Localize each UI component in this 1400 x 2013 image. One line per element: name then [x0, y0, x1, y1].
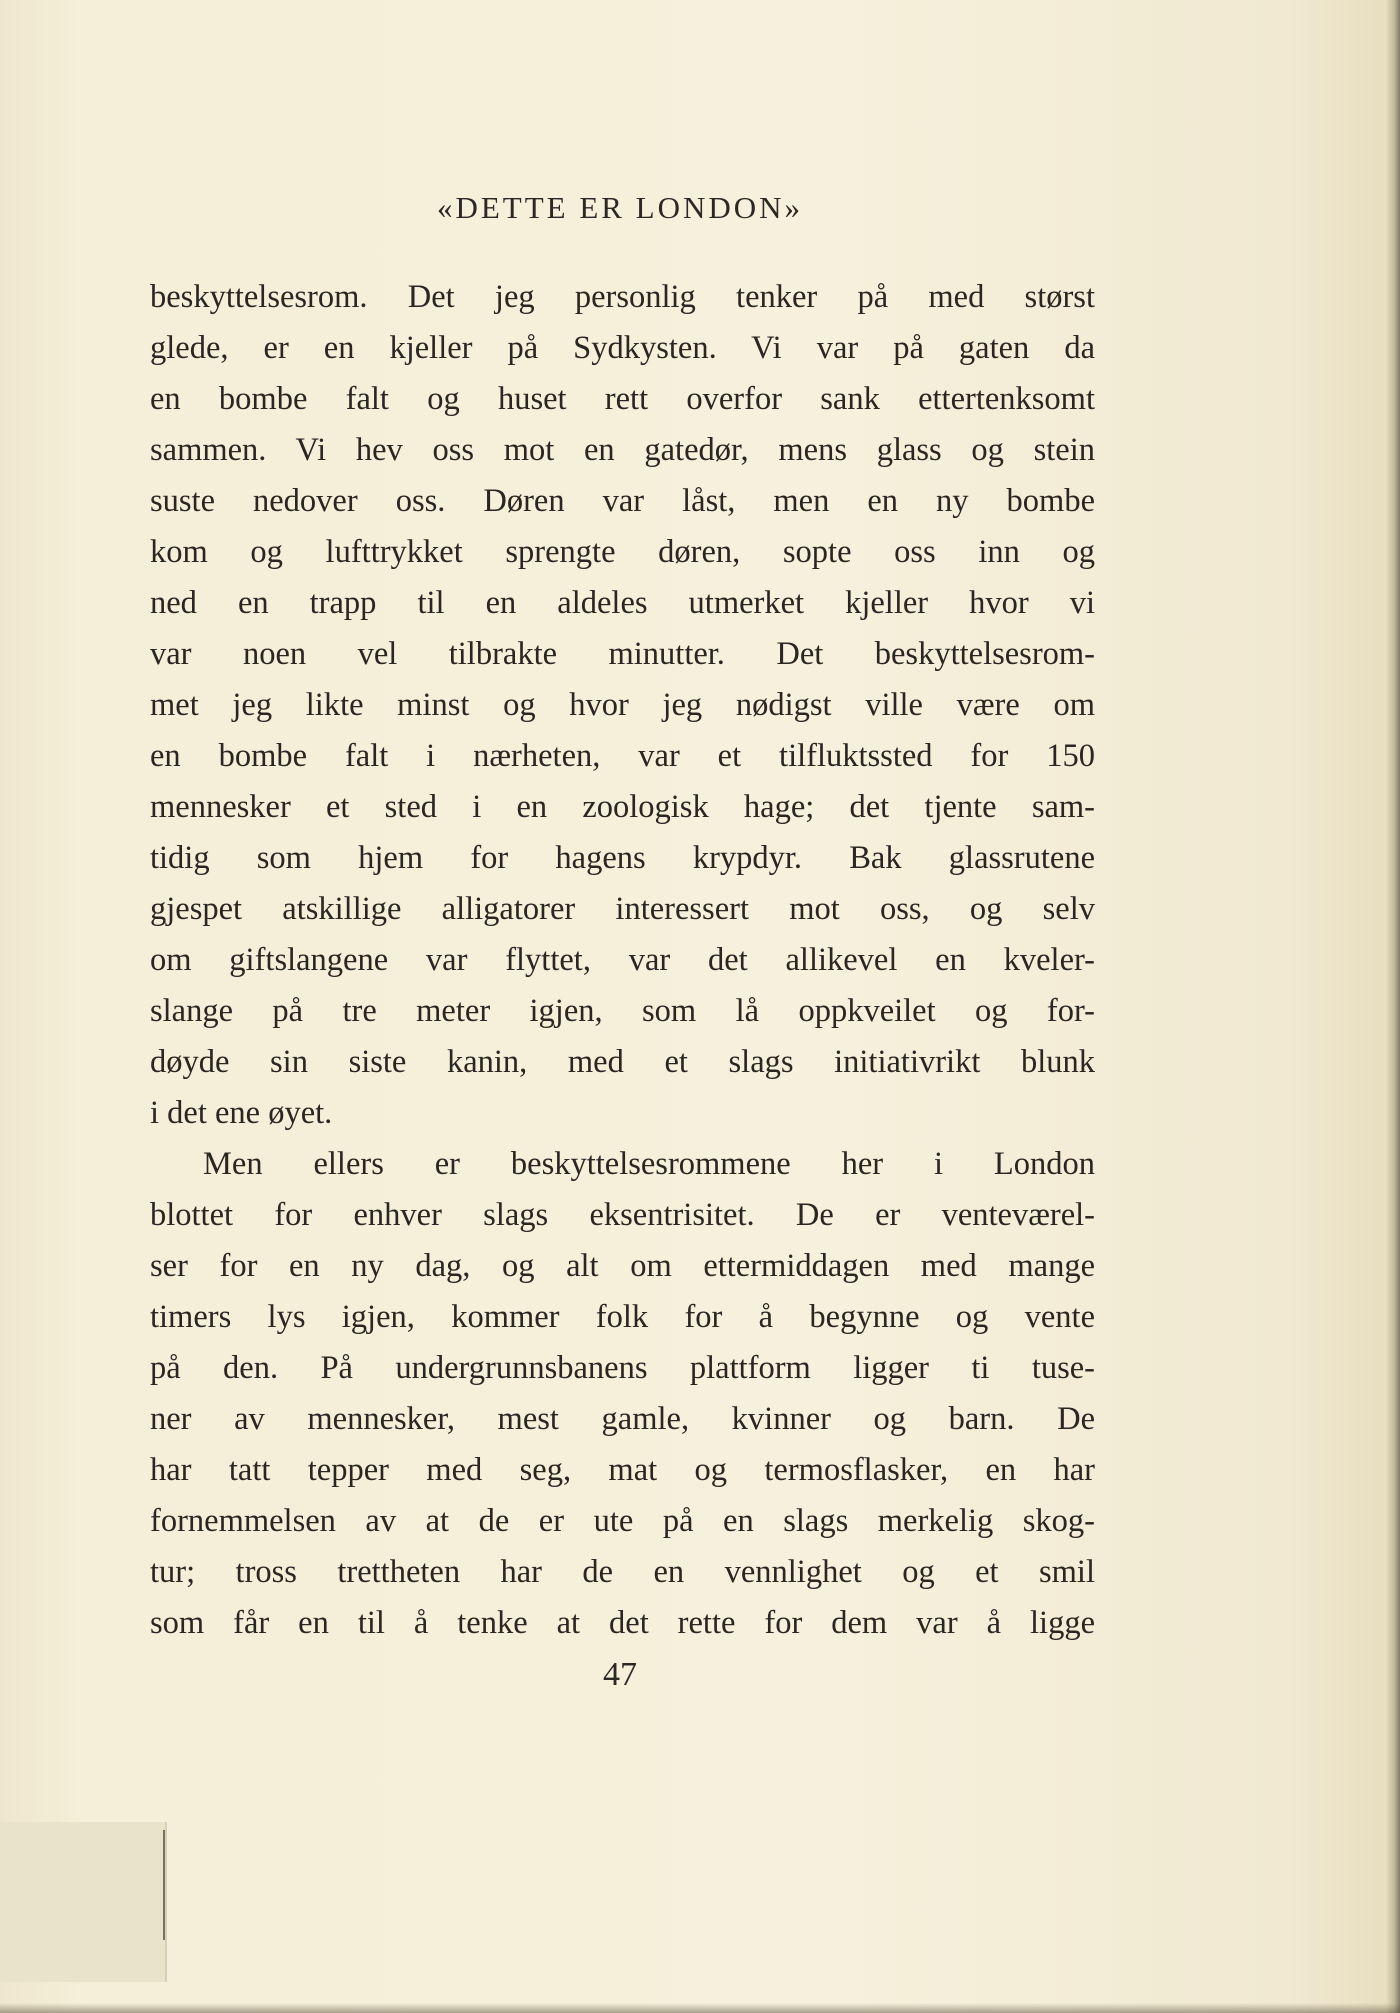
running-head: «DETTE ER LONDON»: [436, 190, 804, 225]
page-number: 47: [603, 1656, 637, 1693]
text-line: en bombe falt og huset rett overfor sank ettertenksomt: [150, 381, 1095, 417]
label-edge: [163, 1830, 165, 1940]
body-text: [150, 272, 1095, 1649]
text-line: met jeg likte minst og hvor jeg nødigst ville være om: [150, 687, 1095, 723]
text-line: som får en til å tenke at det rette for dem var å ligge: [150, 1605, 1095, 1641]
text-line: gjespet atskillige alligatorer interessert mot oss, og selv: [150, 891, 1095, 927]
text-line: tidig som hjem for hagens krypdyr. Bak glassrutene: [150, 840, 1095, 876]
text-line: slange på tre meter igjen, som lå oppkveilet og for-: [150, 993, 1095, 1029]
text-line: ser for en ny dag, og alt om ettermiddagen med mange: [150, 1248, 1095, 1284]
paragraph-1: [150, 272, 1095, 1139]
text-line: blottet for enhver slags eksentrisitet. De er venteværel-: [150, 1197, 1095, 1233]
page-bottom-shadow: [0, 2003, 1400, 2013]
text-line: på den. På undergrunnsbanens plattform ligger ti tuse-: [150, 1350, 1095, 1386]
text-line: ned en trapp til en aldeles utmerket kjeller hvor vi: [150, 585, 1095, 621]
text-line: timers lys igjen, kommer folk for å begynne og vente: [150, 1299, 1095, 1335]
text-line: sammen. Vi hev oss mot en gatedør, mens glass og stein: [150, 432, 1095, 468]
text-line: har tatt tepper med seg, mat og termosflasker, en har: [150, 1452, 1095, 1488]
text-line: var noen vel tilbrakte minutter. Det beskyttelsesrom-: [150, 636, 1095, 672]
text-line: om giftslangene var flyttet, var det allikevel en kveler-: [150, 942, 1095, 978]
text-line: kom og lufttrykket sprengte døren, sopte oss inn og: [150, 534, 1095, 570]
text-line: tur; tross trettheten har de en vennlighet og et smil: [150, 1554, 1095, 1590]
text-line: døyde sin siste kanin, med et slags initiativrikt blunk: [150, 1044, 1095, 1080]
text-line: Men ellers er beskyttelsesrommene her i London: [203, 1146, 1095, 1182]
library-label: [0, 1822, 167, 1982]
text-line: ner av mennesker, mest gamle, kvinner og barn. De: [150, 1401, 1095, 1437]
text-line: en bombe falt i nærheten, var et tilfluktssted for 150: [150, 738, 1095, 774]
text-line: suste nedover oss. Døren var låst, men en ny bombe: [150, 483, 1095, 519]
text-line: i det ene øyet.: [150, 1095, 333, 1131]
page-edge-shadow: [1386, 0, 1400, 2013]
text-line: glede, er en kjeller på Sydkysten. Vi var på gaten da: [150, 330, 1095, 366]
text-line: fornemmelsen av at de er ute på en slags merkelig skog-: [150, 1503, 1095, 1539]
text-line: mennesker et sted i en zoologisk hage; det tjente sam-: [150, 789, 1095, 825]
paragraph-2: [150, 1139, 1095, 1649]
text-line: beskyttelsesrom. Det jeg personlig tenker på med størst: [150, 279, 1095, 315]
